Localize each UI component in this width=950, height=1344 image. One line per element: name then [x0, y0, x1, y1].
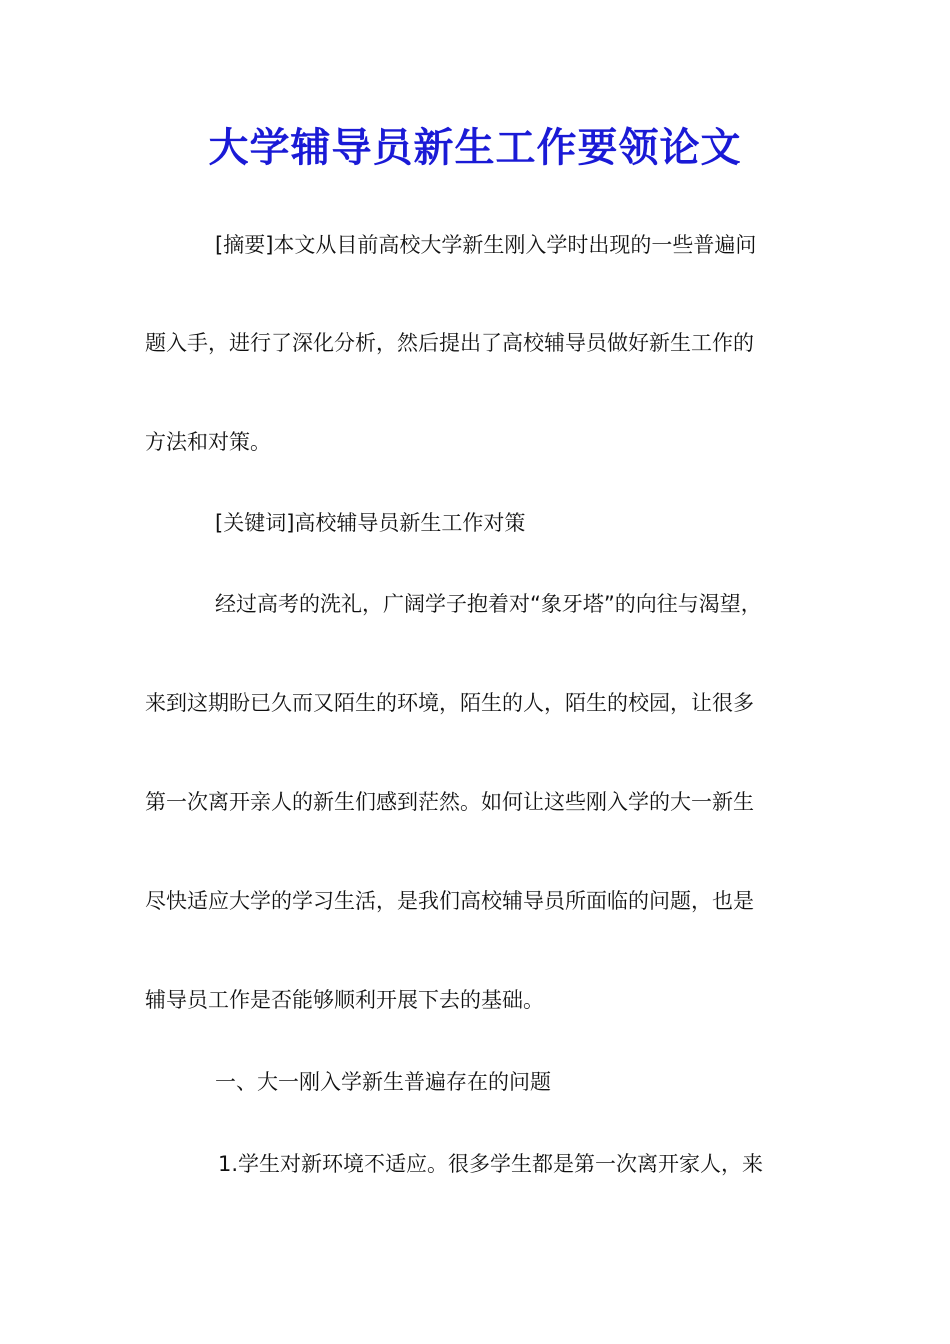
abstract-line-1: [摘要]本文从目前高校大学新生刚入学时出现的一些普遍问	[215, 233, 757, 257]
body-line-5: 辅导员工作是否能够顺利开展下去的基础。	[145, 988, 544, 1012]
body-line-3: 第一次离开亲人的新生们感到茫然。如何让这些刚入学的大一新生	[145, 790, 754, 814]
abstract-line-3: 方法和对策。	[145, 430, 271, 454]
abstract-line-2: 题入手，进行了深化分析，然后提出了高校辅导员做好新生工作的	[145, 331, 754, 355]
keywords-line: [关键词]高校辅导员新生工作对策	[215, 511, 526, 535]
body-line-1: 经过高考的洗礼，广阔学子抱着对“象牙塔”的向往与渴望，	[215, 592, 762, 616]
section-heading-1: 一、大一刚入学新生普遍存在的问题	[215, 1070, 551, 1094]
body-line-2: 来到这期盼已久而又陌生的环境，陌生的人，陌生的校园，让很多	[145, 691, 754, 715]
body-line-6: 1.学生对新环境不适应。很多学生都是第一次离开家人，来	[218, 1152, 764, 1176]
body-line-4: 尽快适应大学的学习生活，是我们高校辅导员所面临的问题，也是	[145, 889, 754, 913]
document-title: 大学辅导员新生工作要领论文	[208, 124, 742, 171]
